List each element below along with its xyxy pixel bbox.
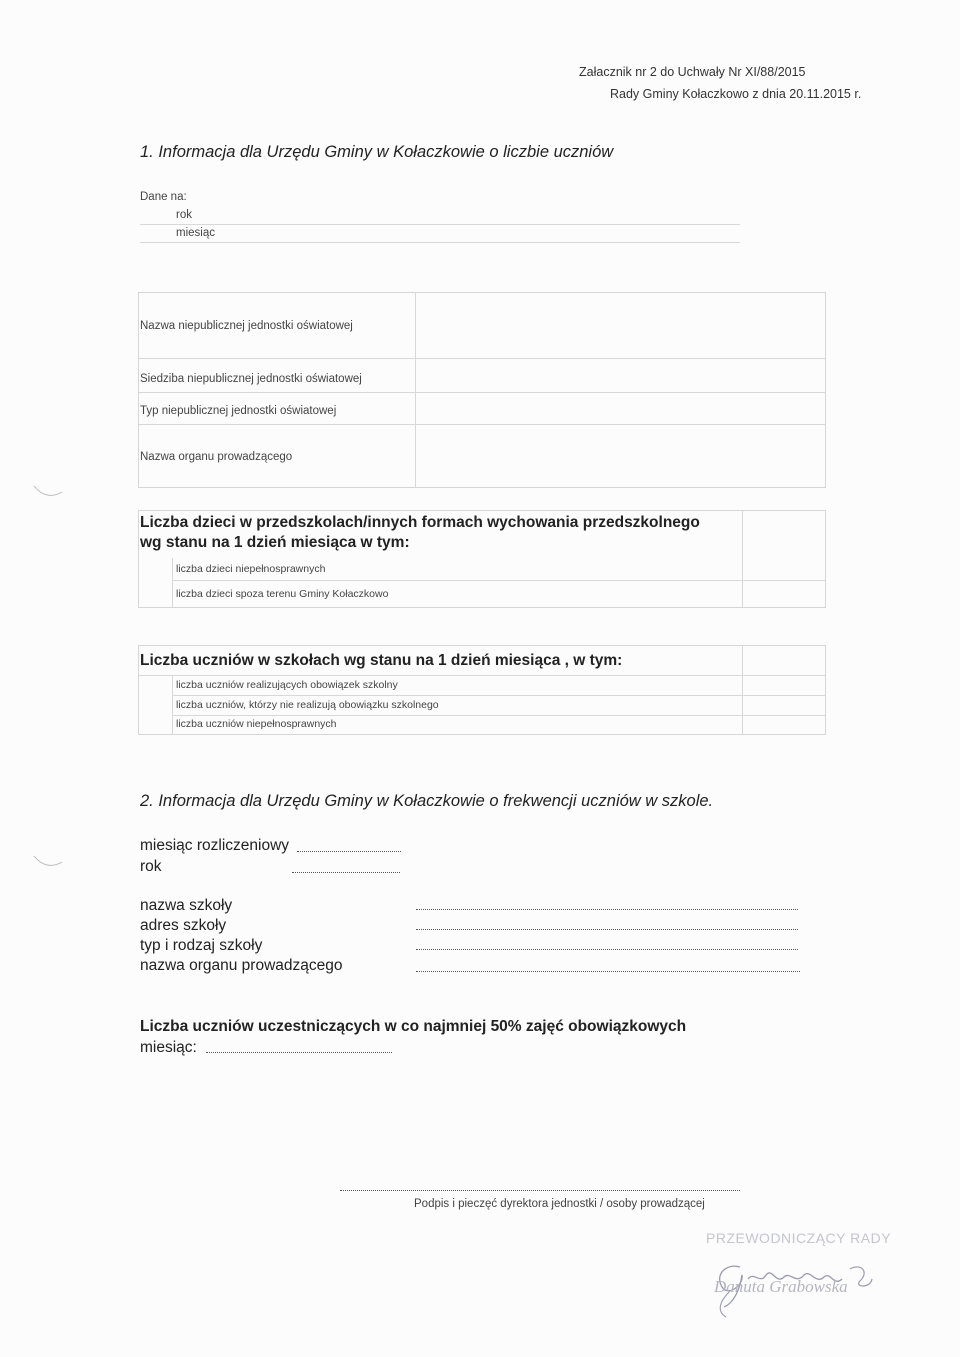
row-divider (172, 695, 826, 696)
row-divider (138, 675, 826, 676)
settlement-month-label: miesiąc rozliczeniowy (140, 837, 290, 854)
section1-title: 1. Informacja dla Urzędu Gminy w Kołaczkowie o liczbie uczniów (140, 143, 614, 161)
row-divider (138, 358, 826, 359)
unit-type-label: Typ niepublicznej jednostki oświatowej (140, 405, 337, 417)
school-address-field (416, 929, 798, 930)
resolution-date: Rady Gminy Kołaczkowo z dnia 20.11.2015 r. (610, 87, 862, 101)
signature-line (340, 1190, 740, 1191)
year-label-2: rok (140, 858, 162, 875)
not-fulfilling-label: liczba uczniów, którzy nie realizują obowiązku szkolnego (176, 699, 439, 711)
preschool-heading-cont: wg stanu na 1 dzień miesiąca w tym: (140, 534, 410, 551)
settlement-month-field (297, 851, 401, 852)
unit-seat-label: Siedziba niepublicznej jednostki oświatowej (140, 373, 362, 385)
section2-title: 2. Informacja dla Urzędu Gminy w Kołaczkowie o frekwencji uczniów w szkole. (140, 792, 714, 810)
year-field-2 (292, 872, 400, 873)
school-name-label: nazwa szkoły (140, 897, 233, 914)
row-divider (172, 580, 826, 581)
signature-caption: Podpis i pieczęć dyrektora jednostki / osoby prowadzącej (414, 1198, 705, 1210)
students-value-divider (742, 645, 743, 735)
school-type-field (416, 949, 798, 950)
stamp-title: PRZEWODNICZĄCY RADY (706, 1230, 892, 1246)
compulsory-schooling-label: liczba uczniów realizujących obowiązek szkolny (176, 679, 398, 691)
school-type-label: typ i rodzaj szkoły (140, 937, 263, 954)
attendance-heading: Liczba uczniów uczestniczących w co najmniej 50% zajęć obowiązkowych (140, 1018, 687, 1035)
students-indent-divider (172, 675, 173, 735)
data-as-of-label: Dane na: (140, 191, 187, 203)
year-label: rok (176, 209, 192, 221)
month-label: miesiąc (176, 227, 215, 239)
stamp-name: Danuta Grabowska (714, 1277, 848, 1296)
scan-mark (30, 850, 70, 880)
unit-info-divider (415, 292, 416, 488)
outside-commune-children-label: liczba dzieci spoza terenu Gminy Kołaczkowo (176, 588, 389, 600)
preschool-heading: Liczba dzieci w przedszkolach/innych formach wychowania przedszkolnego (140, 514, 700, 531)
governing-body-field (416, 971, 800, 972)
row-divider (138, 392, 826, 393)
preschool-indent-divider (172, 558, 173, 608)
attendance-month-label: miesiąc: (140, 1039, 197, 1056)
unit-name-label: Nazwa niepublicznej jednostki oświatowej (140, 320, 353, 332)
month-field-line (140, 242, 740, 243)
school-address-label: adres szkoły (140, 917, 227, 934)
year-field-line (140, 224, 740, 225)
disabled-children-label: liczba dzieci niepełnosprawnych (176, 563, 326, 575)
row-divider (172, 715, 826, 716)
attendance-month-field (206, 1052, 392, 1053)
disabled-students-label: liczba uczniów niepełnosprawnych (176, 718, 337, 730)
governing-body-label: Nazwa organu prowadzącego (140, 451, 293, 463)
school-name-field (416, 909, 798, 910)
row-divider (138, 424, 826, 425)
scan-mark (30, 480, 70, 510)
governing-body-label-2: nazwa organu prowadzącego (140, 957, 343, 974)
students-heading: Liczba uczniów w szkołach wg stanu na 1 dzień miesiąca , w tym: (140, 652, 623, 669)
preschool-value-divider (742, 510, 743, 608)
attachment-reference: Załacznik nr 2 do Uchwały Nr XI/88/2015 (579, 65, 806, 79)
